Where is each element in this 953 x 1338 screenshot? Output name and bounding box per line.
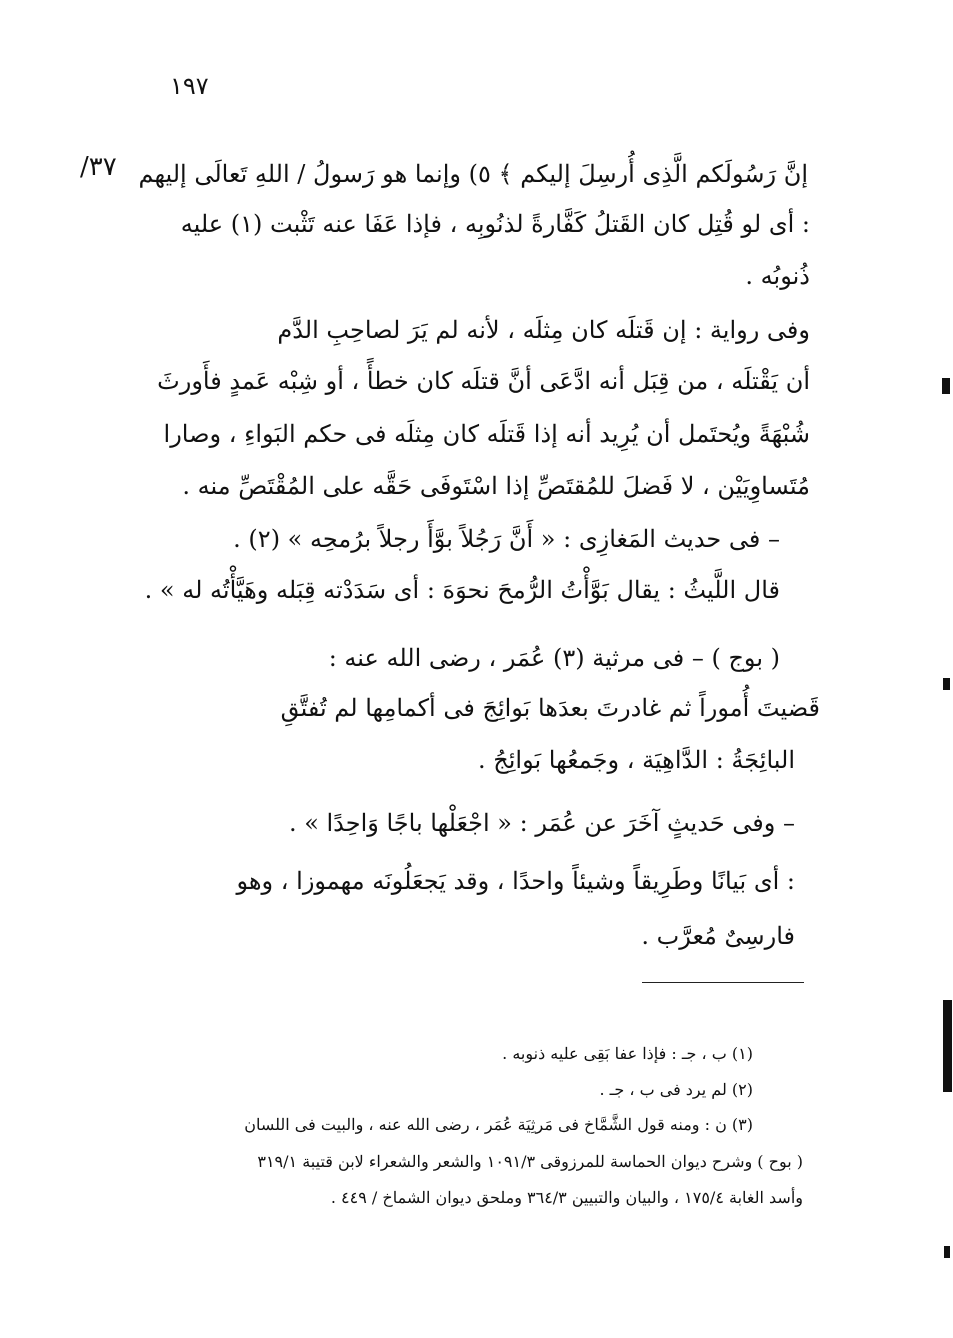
body-line: ذُنوبُه .	[745, 262, 810, 290]
body-line: – وفى حَديثٍ آخَرَ عن عُمَر : « اجْعَلْها باجًا وَاحِدًا » .	[288, 809, 795, 837]
entry-heading-line: ( بوج ) – فى مرثية (٣) عُمَر ، رضى الله عنه :	[328, 644, 780, 672]
body-line: البائِجَةُ : الدَّاهِيَة ، وجَمعُها بَوائِجُ .	[478, 746, 795, 774]
page-number: ١٩٧	[170, 72, 209, 100]
body-line: قال اللَّيثُ : يقال بَوَّأْتُ الرُّمحَ نحوَهَ : أى سَدَدْته قِبَله وهَيَّأْتُه له » .	[144, 576, 780, 604]
footnote-continuation: وأسد الغابة ١٧٥/٤ ، والبيان والتبيين ٣٦٤/٣ وملحق ديوان الشماخ / ٤٤٩ .	[330, 1188, 803, 1207]
body-line: مُتَساوِيَيْن ، لا فَضلَ للمُقتَصِّ إذا اسْتَوفَى حَقَّه على المُقْتَصِّ منه .	[182, 472, 810, 500]
footnote: (٢) لم يرد فى ب ، جـ .	[599, 1080, 753, 1099]
scan-edge-mark	[943, 678, 950, 690]
body-line: فارسِىٌ مُعرَّب .	[641, 922, 795, 950]
scan-edge-mark	[944, 1246, 950, 1258]
footnote-separator	[642, 982, 804, 983]
verse-line: قَضيتَ أُموراً ثم غادرتَ بعدَها بَوائِجَ فى أكمامِها لم تُفتَّقِ	[280, 694, 820, 722]
body-line: : أى بَيانًا وطَرِيقاً وشيئاً واحدًا ، وقد يَجعَلُونَه مهموزا ، وهو	[236, 867, 795, 895]
body-line: شُبْهَةً ويُحتَمل أن يُرِيد أنه إذا قَتلَه كان مِثلَه فى حكم البَواءِ ، وصارا	[163, 420, 810, 448]
footnote: (١) ب ، جـ : فإذا عفا بَقِى عليه ذنوبه .	[502, 1044, 753, 1063]
body-line: أن يَقْتلَه ، من قِبَل أنه ادَّعَى أنَّ قتلَه كان خطأً ، أو شِبْه عَمدٍ فأَورثَ	[157, 367, 810, 395]
margin-folio-note: ٣٧/	[80, 152, 117, 182]
scan-edge-mark	[942, 378, 950, 394]
footnote: (٣) ن : ومنه قول الشَّمَّاخ فى مَرثِيَة عُمَر ، رضى الله عنه ، والبيت فى اللسان	[244, 1115, 753, 1134]
scan-edge-mark	[943, 1000, 952, 1092]
body-line: : أى لو قُتِل كان القَتلُ كَفَّارةً لذنُوبِه ، فإذا عَفَا عنه تَثْبت (١) عليه	[180, 210, 810, 238]
body-line: وفى رواية : إن قَتلَه كان مِثلَه ، لأنه لم يَرَ لصاحِبِ الدَّم	[277, 316, 810, 344]
body-line: إنَّ رَسُولَكم الَّذِى أُرسِلَ إليكم ﴾ ٥) وإنما هو رَسولُ / اللهِ تَعالَى إليهم	[138, 160, 808, 188]
body-line: – فى حديث المَغازِى : « أَنَّ رَجُلاً بوَّأَ رجلاً برُمحِه » (٢) .	[233, 525, 780, 553]
footnote-continuation: ( بوح ) وشرح ديوان الحماسة للمرزوقى ١٠٩١/٣ والشعر والشعراء لابن قتيبة ٣١٩/١	[257, 1152, 803, 1171]
